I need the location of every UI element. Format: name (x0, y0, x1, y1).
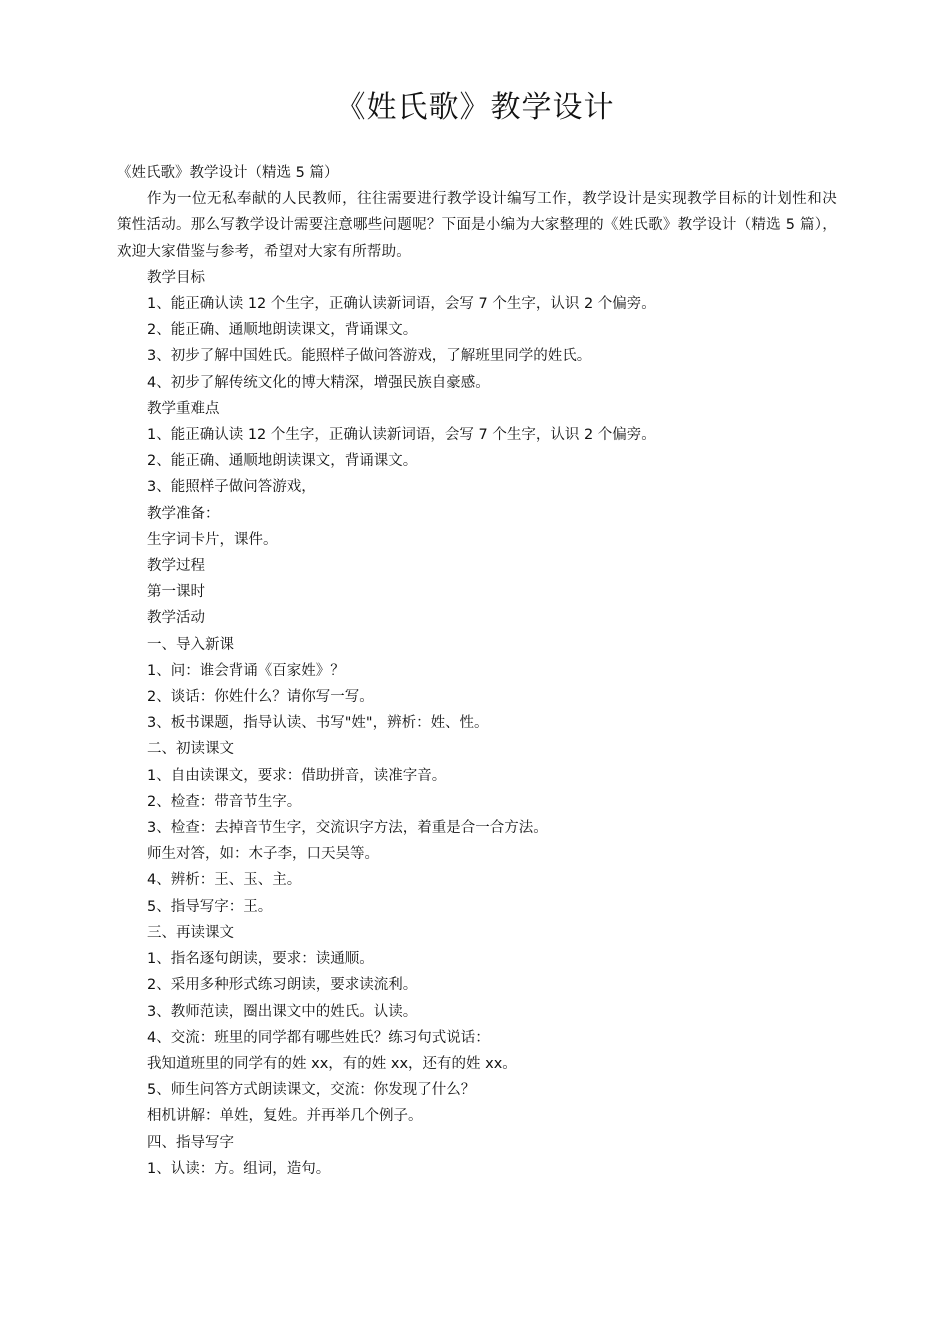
document-body (117, 160, 837, 1182)
content-line: 4、交流：班里的同学都有哪些姓氏？练习句式说话： (147, 1029, 490, 1046)
content-line: 1、能正确认读 12 个生字，正确认读新词语，会写 7 个生字，认识 2 个偏旁。 (147, 427, 656, 444)
intro-paragraph: 作为一位无私奉献的人民教师，往往需要进行教学设计编写工作，教学设计是实现教学目标的计划性和决策性活动。那么写教学设计需要注意哪些问题呢？下面是小编为大家整理的《姓氏歌》教学设计（精选 5 篇），欢迎大家借鉴与参考，希望对大家有所帮助。 (117, 191, 837, 260)
content-line: 一、导入新课 (147, 636, 234, 653)
content-line: 2、采用多种形式练习朗读，要求读流利。 (147, 977, 418, 994)
content-line: 1、认读：方。组词，造句。 (147, 1160, 331, 1177)
content-line: 教学重难点 (147, 400, 220, 417)
document-title: 《姓氏歌》教学设计 (335, 90, 615, 125)
content-line: 1、指名逐句朗读，要求：读通顺。 (147, 951, 374, 968)
content-line: 相机讲解：单姓，复姓。并再举几个例子。 (147, 1108, 423, 1125)
content-line: 教学活动 (147, 610, 205, 627)
content-line: 4、辨析：王、玉、主。 (147, 872, 302, 889)
content-line: 3、教师范读，圈出课文中的姓氏。认读。 (147, 1003, 418, 1020)
content-line: 5、指导写字：王。 (147, 898, 273, 915)
content-line: 教学过程 (147, 558, 205, 575)
content-line: 3、检查：去掉音节生字，交流识字方法，着重是合一合方法。 (147, 820, 548, 837)
content-line: 二、初读课文 (147, 741, 234, 758)
content-line: 2、检查：带音节生字。 (147, 793, 302, 810)
content-line: 4、初步了解传统文化的博大精深，增强民族自豪感。 (147, 374, 490, 391)
content-line: 三、再读课文 (147, 924, 234, 941)
content-line: 我知道班里的同学有的姓 xx，有的姓 xx，还有的姓 xx。 (147, 1055, 517, 1072)
content-line: 师生对答，如：木子李，口天吴等。 (147, 846, 379, 863)
content-line: 1、问：谁会背诵《百家姓》？ (147, 662, 345, 679)
content-line: 第一课时 (147, 584, 205, 601)
content-line: 2、能正确、通顺地朗读课文，背诵课文。 (147, 322, 418, 339)
content-line: 3、能照样子做问答游戏， (147, 479, 316, 496)
content-line: 5、师生问答方式朗读课文，交流：你发现了什么？ (147, 1082, 476, 1099)
content-line: 3、初步了解中国姓氏。能照样子做问答游戏，了解班里同学的姓氏。 (147, 348, 592, 365)
content-lines (117, 265, 837, 1182)
document-subtitle: 《姓氏歌》教学设计（精选 5 篇） (117, 165, 339, 181)
content-line: 2、能正确、通顺地朗读课文，背诵课文。 (147, 453, 418, 470)
content-line: 教学准备： (147, 505, 220, 522)
content-line: 1、能正确认读 12 个生字，正确认读新词语，会写 7 个生字，认识 2 个偏旁。 (147, 296, 656, 313)
content-line: 四、指导写字 (147, 1134, 234, 1151)
content-line: 2、谈话：你姓什么？请你写一写。 (147, 689, 374, 706)
content-line: 教学目标 (147, 269, 205, 286)
content-line: 1、自由读课文，要求：借助拼音，读准字音。 (147, 767, 447, 784)
content-line: 生字词卡片，课件。 (147, 531, 278, 548)
content-line: 3、板书课题，指导认读、书写"姓"，辨析：姓、性。 (147, 715, 489, 732)
